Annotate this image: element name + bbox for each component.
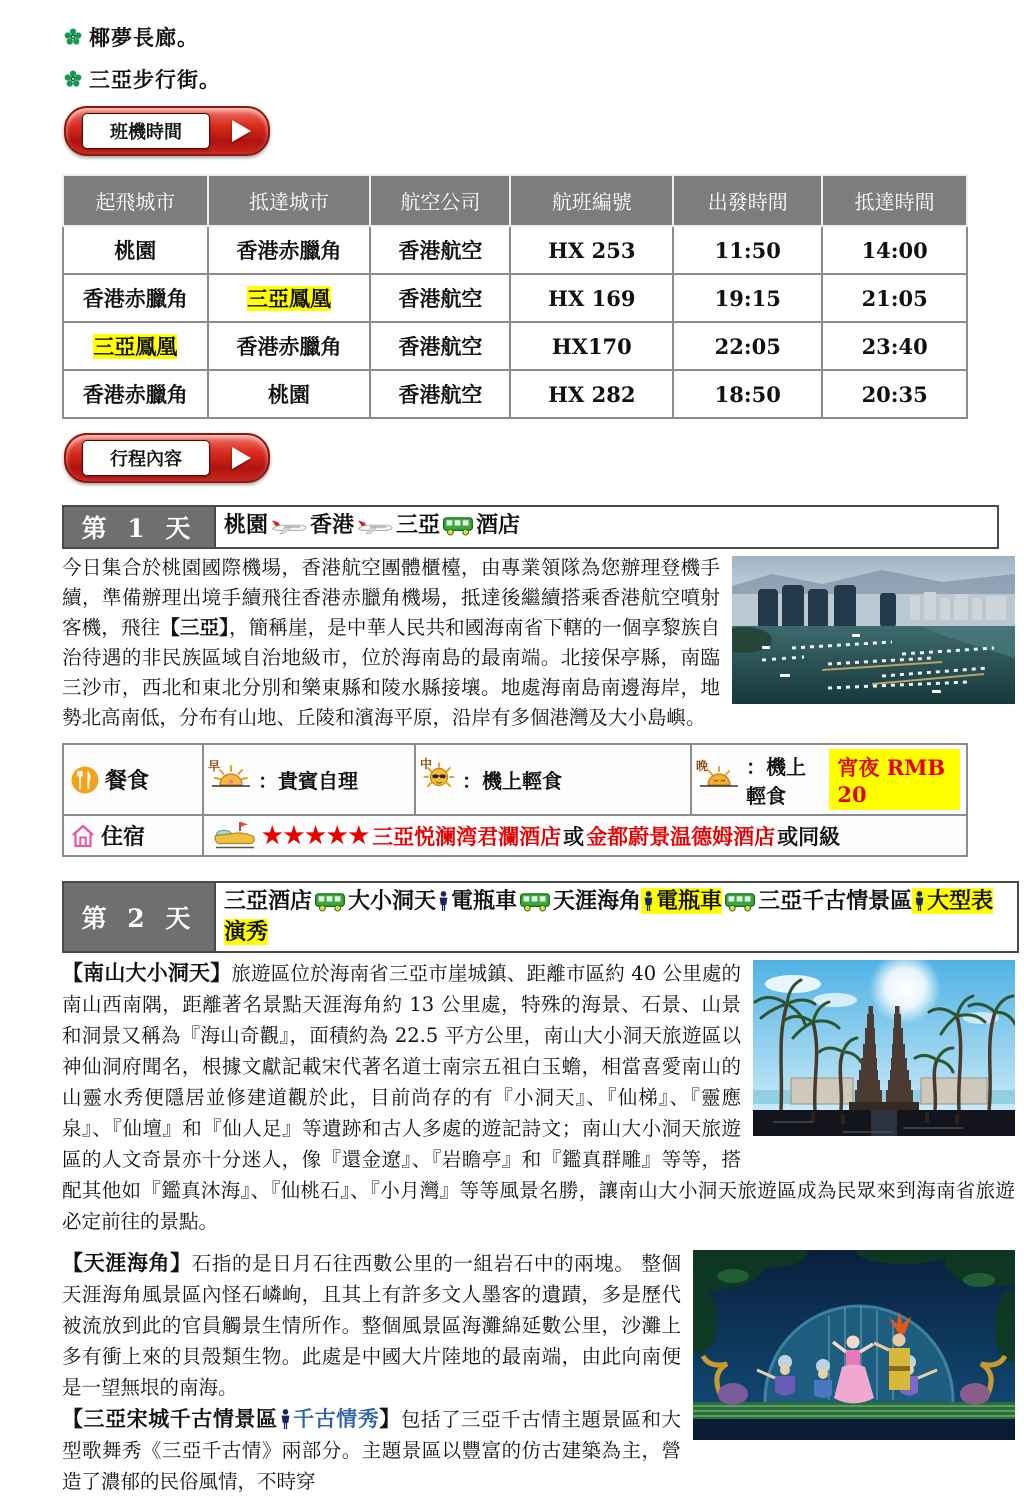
bus-icon [314,891,346,912]
daxiaodongtian-title: 【南山大小洞天】 [62,960,232,985]
cell: HX 253 [510,226,673,274]
col-header: 航空公司 [370,175,510,226]
day2-header-bar [62,881,1019,953]
flight-schedule-button-label: 班機時間 [82,113,210,149]
tianyahaijiao-body: 石指的是日月石往西數公里的一組岩石中的兩塊。 整個天涯海角風景區內怪石嶙峋，且其上有許多文人墨客的遺蹟，多是歷代被流放到此的官員觸景生情所作。整個風景區海灘綿延數公里，沙灘上多有衝上來的貝殼類生物。此處是中國大片陸地的最南端，由此向南便是一望無垠的南海。 [62,1252,682,1399]
cell: 桃園 [63,226,208,274]
cell: 14:00 [822,226,967,274]
col-header: 抵達城市 [208,175,371,226]
route-stop: 大型表演秀 [224,888,994,945]
route-stop: 天涯海角 [553,888,642,914]
cell: 23:40 [822,322,967,370]
flight-schedule-button[interactable] [64,106,270,156]
route-stop: 三亞 [396,512,441,538]
day2-section [62,957,1015,1497]
songcheng-body: 包括了三亞千古情主題景區和大型歌舞秀《三亞千古情》兩部分。主題景區以豐富的仿古建築為主，營造了濃郁的民俗風情，不時穿 [62,1408,682,1493]
bullet-text: 椰夢長廊。 [89,25,199,50]
intro-bullet-1 [64,22,1015,52]
cell: HX 282 [510,370,673,418]
flight-row [63,370,967,418]
day1-body-text: ，簡稱崖，是中華人民共和國海南省下轄的一個享黎族自治待遇的非民族區域自治地級市，位於海南島的最南端。北接保亭縣，南臨三沙市，西北和東北分別和樂東縣和陵水縣接壤。地處海南島南邊海岸，地勢北高南低，分布有山地、丘陵和濱海平原，沿岸有多個港灣及大小島嶼。 [62,616,720,729]
songcheng-show-name: 千古情秀 [292,1406,380,1431]
lodging-row [63,815,967,856]
itinerary-button[interactable] [64,433,270,483]
cell: 香港航空 [370,274,510,322]
person-icon [280,1409,291,1430]
cell: 19:15 [673,274,822,322]
route-stop: 三亞酒店 [224,888,313,914]
lunch-text: ：機上輕食 [462,769,562,793]
plane-icon [270,519,308,536]
intro-bullet-2 [64,64,1015,94]
meals-label: 餐食 [105,768,150,794]
hotel-name-2: 金都蔚景温德姆酒店 [586,823,776,849]
songcheng-title-close: 】 [379,1406,401,1431]
flower-icon [64,70,82,88]
lunch-sun-icon [420,757,456,797]
bus-icon [724,891,756,912]
lodging-label: 住宿 [101,824,146,850]
tianyahaijiao-title: 【天涯海角】 [62,1250,192,1275]
route-stop: 香港 [310,512,355,538]
flight-table-header-row [63,175,967,226]
dinner-text: ：機上輕食 [746,754,806,808]
cell: HX170 [510,322,673,370]
meals-label-cell [63,744,203,815]
col-header: 出發時間 [673,175,822,226]
cell: 11:50 [673,226,822,274]
day1-label: 第 1 天 [64,507,216,547]
cell: 香港赤臘角 [63,274,208,322]
lodging-label-cell [63,815,203,856]
dinner-tag: 晚 [696,759,709,773]
cell: 20:35 [822,370,967,418]
hotel-name-1: 三亞悦澜湾君瀾酒店 [372,823,562,849]
meal-icon [70,765,100,795]
cell: 22:05 [673,322,822,370]
route-stop: 大小洞天 [348,888,437,914]
hotel-grade: 或同級 [777,823,841,849]
lunch-cell [415,744,691,815]
cell: 香港赤臘角 [208,226,371,274]
day2-route [216,883,1017,951]
breakfast-sun-icon [208,759,252,795]
route-stop: 三亞千古情景區 [758,888,913,914]
flower-icon [64,28,82,46]
highlighted-cell-text: 三亞鳳凰 [246,286,331,311]
cell: 香港航空 [370,322,510,370]
bus-icon [519,891,551,912]
route-stop: 電瓶車 [451,888,518,914]
person-icon [438,891,449,912]
day2-label: 第 2 天 [64,883,216,951]
route-stop: 電瓶車 [656,888,723,914]
daxiaodongtian-photo [753,960,1015,1145]
bed-icon [212,821,258,851]
breakfast-cell [203,744,415,815]
itinerary-button-label: 行程內容 [82,440,210,476]
songcheng-title-open: 【三亞宋城千古情景區 [62,1406,278,1431]
lunch-tag: 中 [420,757,433,771]
daxiaodongtian-paragraph [62,957,1015,1237]
cell: HX 169 [510,274,673,322]
day1-paragraph [62,553,1015,733]
qiangujing-show-photo [693,1250,1015,1449]
route-stop: 桃園 [224,512,269,538]
dinner-sun-icon [696,759,740,795]
flight-row [63,322,967,370]
supper-note: 宵夜 RMB 20 [829,749,960,810]
breakfast-tag: 早 [208,759,221,773]
play-arrow-icon [232,447,251,469]
col-header: 起飛城市 [63,175,208,226]
bus-icon [442,515,474,536]
highlighted-route-segment [641,888,722,914]
daxiaodongtian-body: 旅遊區位於海南省三亞市崖城鎮、距離市區約 40 公里處的南山西南隅，距離著名景點天涯海角約 13 公里處，特殊的海景、石景、山景和洞景又稱為『海山奇觀』，面積約為 22.5 平方公里，南山大小洞天旅遊區以神仙洞府聞名，根據文獻記載宋代著名道士南宗五祖白玉蟾，相當喜愛南山的山靈水秀便隱居並修建道觀於此，目前尚存的有『小洞天』、『仙梯』、『靈應泉』、『仙壇』和『仙人足』等遺跡和古人多處的遊記詩文；南山大小洞天旅遊區的人文奇景亦十分迷人，像『還金遼』、『岩瞻亭』和『鑑真群雕』等等，搭配其他如『鑑真沐海』、『仙桃石』、『小月灣』等等風景名勝，讓南山大小洞天旅遊區成為民眾來到海南省旅遊必定前往的景點。 [62,962,1015,1233]
lodging-info-cell [203,815,967,856]
play-arrow-icon [232,120,251,142]
cell: 香港赤臘角 [63,370,208,418]
sanya-marina-photo [732,556,1015,713]
cell: 香港航空 [370,370,510,418]
flight-table [62,174,968,419]
bullet-text: 三亞步行街。 [89,67,221,92]
col-header: 抵達時間 [822,175,967,226]
person-icon [643,891,654,912]
col-header: 航班編號 [510,175,673,226]
tianyahaijiao-block [62,1247,1015,1497]
meals-lodging-table [62,743,968,857]
cell: 香港航空 [370,226,510,274]
dinner-cell [691,744,967,815]
cell: 桃園 [208,370,371,418]
day1-section [62,553,1015,857]
breakfast-text: ：貴賓自理 [258,769,358,793]
day1-body-text: 今日集合於桃園國際機場，香港航空團體櫃檯，由專業領隊為您辦理登機手續，準備辦理出境手續飛往香港赤臘角機場，抵達後繼續搭乘香港航空噴射客機，飛往 [62,556,720,639]
cell: 香港赤臘角 [208,322,371,370]
highlighted-cell-text: 三亞鳳凰 [93,334,178,359]
day1-body-bold: 【三亞】 [160,616,230,639]
flight-row [63,274,967,322]
hotel-stars: ★★★★★ [262,822,371,849]
home-icon [70,823,96,849]
hotel-or: 或 [563,823,585,849]
cell [63,322,208,370]
day1-route [216,507,997,547]
meals-row [63,744,967,815]
plane-icon [356,519,394,536]
cell: 21:05 [822,274,967,322]
cell [208,274,371,322]
flight-row [63,226,967,274]
route-stop: 酒店 [476,512,521,538]
person-icon [914,891,925,912]
day1-header-bar [62,505,999,549]
cell: 18:50 [673,370,822,418]
